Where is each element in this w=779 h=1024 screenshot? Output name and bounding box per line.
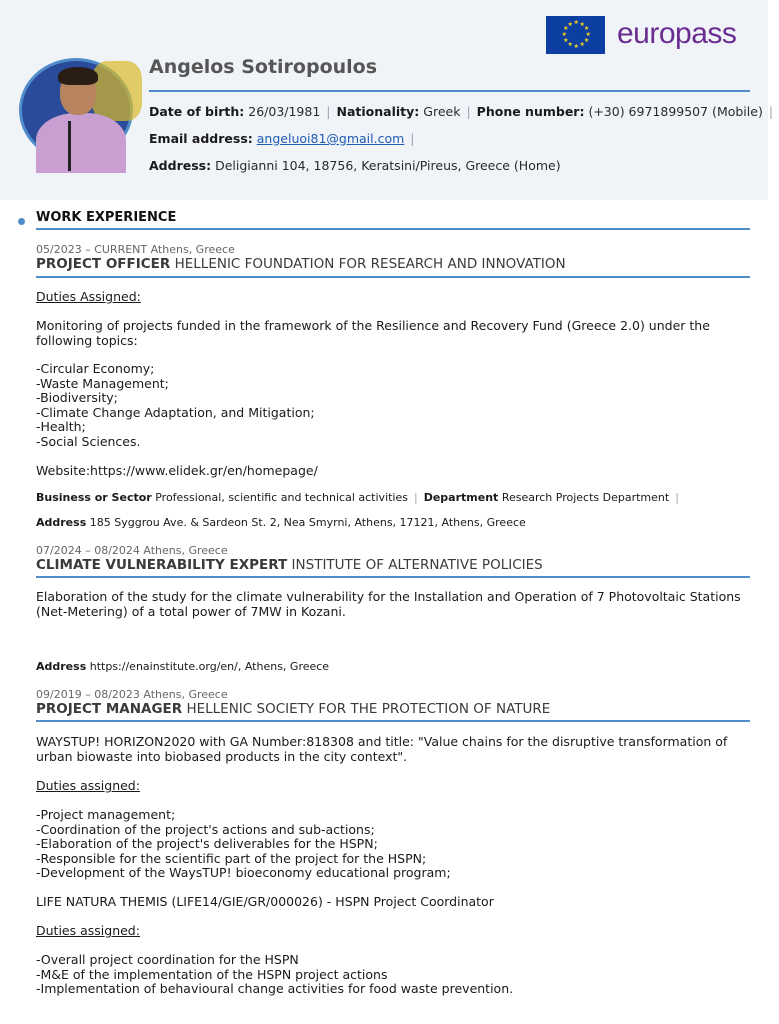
- list-item: -Development of the WaysTUP! bioeconomy educational program;: [36, 865, 451, 881]
- flag-star-icon: ★: [583, 37, 590, 44]
- department-value: Research Projects Department: [501, 491, 670, 504]
- flag-star-icon: ★: [579, 20, 585, 28]
- list-item: -Responsible for the scientific part of the project for the HSPN;: [36, 850, 427, 866]
- duties-heading: Duties assigned:: [36, 923, 140, 938]
- entry-title: [36, 557, 543, 573]
- entry-org: INSTITUTE OF ALTERNATIVE POLICIES: [291, 557, 543, 573]
- topics-list: [36, 362, 750, 450]
- divider: [36, 276, 750, 278]
- entry-org: HELLENIC FOUNDATION FOR RESEARCH AND INNOVATION: [174, 256, 566, 272]
- list-item: -Social Sciences.: [36, 433, 141, 449]
- website-text: Website:https://www.elidek.gr/en/homepage/: [36, 463, 318, 478]
- entry-title: [36, 701, 550, 717]
- email-label: Email address:: [149, 131, 253, 146]
- divider: [36, 576, 750, 578]
- duties-list: [36, 953, 750, 997]
- list-item: -Circular Economy;: [36, 361, 155, 376]
- entry-description: Elaboration of the study for the climate vulnerability for the Installation and Operation of 7 Photovoltaic Stations (Net-Metering) of a total power of 7MW in Kozani.: [36, 589, 741, 619]
- flag-star-icon: ★: [561, 31, 567, 38]
- section-bullet-icon: [18, 218, 25, 225]
- flag-star-icon: ★: [563, 37, 569, 44]
- list-item: -Implementation of behavioural change activities for food waste prevention.: [36, 981, 514, 997]
- personal-info-line-1: Date of birth: 26/03/1981 | Nationality: Greek | Phone number: (+30) 6971899507 (Mobile) |: [149, 104, 774, 119]
- personal-info-line-2: Email address: angeluoi81@gmail.com |: [149, 131, 415, 146]
- flag-star-icon: ★: [573, 43, 579, 50]
- life-project-line: LIFE NATURA THEMIS (LIFE14/GIE/GR/000026) - HSPN Project Coordinator: [36, 894, 494, 909]
- person-name: Angelos Sotiropoulos: [149, 56, 378, 78]
- nationality-label: Nationality:: [336, 104, 420, 119]
- flag-star-icon: ★: [585, 31, 591, 38]
- email-link[interactable]: angeluoi81@gmail.com: [256, 131, 405, 146]
- microphone-icon: [68, 121, 71, 171]
- personal-info-line-3: [149, 158, 561, 173]
- header-band: [0, 0, 774, 200]
- entry-title: [36, 256, 566, 272]
- entry-role: CLIMATE VULNERABILITY EXPERT: [36, 557, 288, 573]
- list-item: -Waste Management;: [36, 375, 169, 391]
- list-item: -Biodiversity;: [36, 390, 118, 406]
- entry-address-line: [36, 660, 329, 673]
- list-item: -M&E of the implementation of the HSPN project actions: [36, 966, 388, 982]
- entry-address-value: https://enainstitute.org/en/, Athens, Greece: [89, 660, 330, 673]
- duties-heading: Duties assigned:: [36, 778, 140, 793]
- flag-star-icon: ★: [573, 19, 579, 26]
- entry-address-value: 185 Syggrou Ave. & Sardeon St. 2, Nea Smyrni, Athens, 17121, Athens, Greece: [89, 516, 526, 529]
- flag-star-icon: ★: [567, 41, 573, 49]
- divider: [36, 720, 750, 722]
- duties-list: [36, 808, 750, 881]
- flag-star-icon: ★: [567, 20, 573, 28]
- divider: [36, 228, 750, 230]
- entry-role: PROJECT MANAGER: [36, 701, 183, 717]
- address-value: Deligianni 104, 18756, Keratsini/Pireus, Greece (Home): [215, 158, 561, 173]
- entry-address-label: Address: [36, 660, 87, 673]
- entry-date: 07/2024 – 08/2024 Athens, Greece: [36, 544, 228, 557]
- department-label: Department: [423, 491, 499, 504]
- sector-line: Business or Sector Professional, scientific and technical activities | Department Research Projects Department |: [36, 491, 679, 504]
- address-label: Address:: [149, 158, 212, 173]
- divider: [149, 90, 750, 92]
- flag-star-icon: ★: [563, 25, 569, 32]
- entry-org: HELLENIC SOCIETY FOR THE PROTECTION OF NATURE: [186, 701, 551, 717]
- dob-label: Date of birth:: [149, 104, 245, 119]
- entry-address-label: Address: [36, 516, 87, 529]
- list-item: -Climate Change Adaptation, and Mitigation;: [36, 404, 315, 420]
- flag-star-icon: ★: [579, 41, 585, 49]
- dob-value: 26/03/1981: [248, 104, 321, 119]
- europass-logo: europass: [617, 17, 737, 50]
- entry-date: 05/2023 – CURRENT Athens, Greece: [36, 243, 235, 256]
- entry-address-line: [36, 516, 526, 529]
- list-item: -Coordination of the project's actions and sub-actions;: [36, 821, 375, 837]
- sector-value: Professional, scientific and technical activities: [155, 491, 408, 504]
- phone-label: Phone number:: [476, 104, 585, 119]
- list-item: -Overall project coordination for the HSPN: [36, 952, 299, 967]
- list-item: -Project management;: [36, 807, 176, 822]
- sector-label: Business or Sector: [36, 491, 152, 504]
- profile-photo: [19, 58, 133, 162]
- flag-star-icon: ★: [583, 25, 590, 32]
- list-item: -Elaboration of the project's deliverables for the HSPN;: [36, 836, 378, 852]
- entry-intro: Monitoring of projects funded in the framework of the Resilience and Recovery Fund (Greece 2.0) under the following topics:: [36, 318, 710, 348]
- entry-description: WAYSTUP! HORIZON2020 with GA Number:818308 and title: "Value chains for the disruptive transformation of urban biowaste into biobased products in the city context".: [36, 734, 728, 764]
- section-title: WORK EXPERIENCE: [36, 210, 177, 225]
- eu-flag-icon: [546, 16, 605, 54]
- nationality-value: Greek: [423, 104, 461, 119]
- phone-value: (+30) 6971899507 (Mobile): [588, 104, 763, 119]
- duties-heading: Duties Assigned:: [36, 289, 141, 304]
- entry-role: PROJECT OFFICER: [36, 256, 171, 272]
- entry-date: 09/2019 – 08/2023 Athens, Greece: [36, 688, 228, 701]
- list-item: -Health;: [36, 419, 86, 435]
